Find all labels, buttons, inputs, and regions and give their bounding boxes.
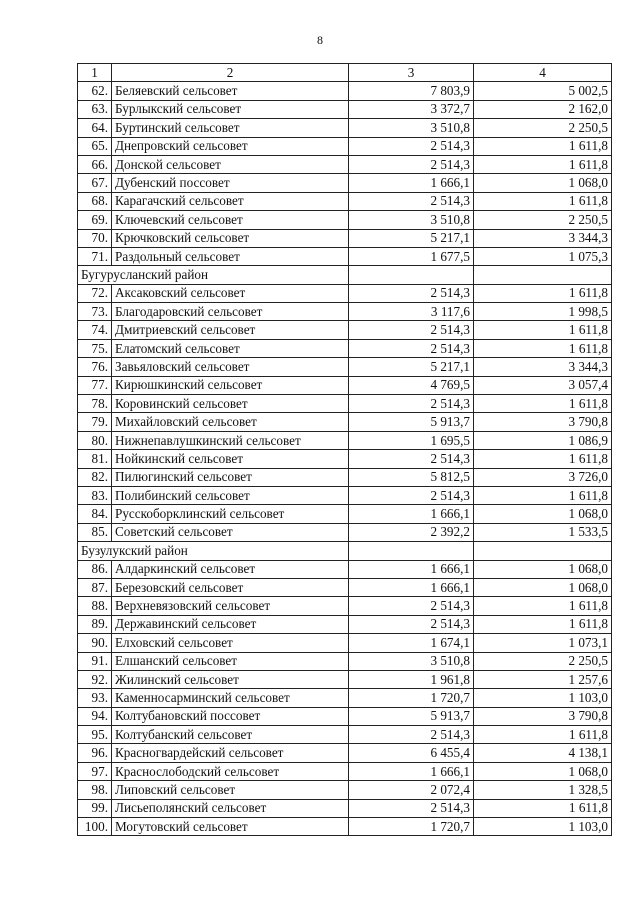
value-col4: 2 250,5 [474, 211, 612, 229]
value-col3: 6 455,4 [349, 744, 474, 762]
value-col3: 5 812,5 [349, 468, 474, 486]
section-title: Бузулукский район [78, 542, 349, 560]
settlement-name: Дубенский поссовет [112, 174, 349, 192]
row-number: 87. [78, 578, 112, 596]
settlement-name: Колтубановский поссовет [112, 707, 349, 725]
table-row [78, 744, 612, 762]
page-number: 8 [317, 33, 323, 47]
value-col3: 2 392,2 [349, 523, 474, 541]
settlement-name: Благодаровский сельсовет [112, 303, 349, 321]
empty-cell [349, 542, 474, 560]
value-col3: 2 514,3 [349, 137, 474, 155]
settlement-name: Раздольный сельсовет [112, 247, 349, 265]
value-col3: 1 677,5 [349, 247, 474, 265]
settlement-name: Кирюшкинский сельсовет [112, 376, 349, 394]
section-title: Бугурусланский район [78, 266, 349, 284]
table-row [78, 689, 612, 707]
row-number: 65. [78, 137, 112, 155]
table-row [78, 486, 612, 504]
table-row [78, 376, 612, 394]
value-col4: 1 611,8 [474, 155, 612, 173]
table-body [78, 64, 612, 836]
value-col3: 3 117,6 [349, 303, 474, 321]
value-col4: 1 611,8 [474, 321, 612, 339]
settlement-name: Михайловский сельсовет [112, 413, 349, 431]
value-col3: 2 514,3 [349, 284, 474, 302]
table-row [78, 781, 612, 799]
empty-cell [349, 266, 474, 284]
settlement-name: Липовский сельсовет [112, 781, 349, 799]
settlement-name: Каменносарминский сельсовет [112, 689, 349, 707]
table-row [78, 707, 612, 725]
value-col3: 2 514,3 [349, 395, 474, 413]
column-header-3: 3 [349, 64, 474, 82]
value-col4: 1 611,8 [474, 137, 612, 155]
table-row [78, 670, 612, 688]
table-row [78, 818, 612, 836]
settlement-name: Карагачский сельсовет [112, 192, 349, 210]
value-col4: 1 086,9 [474, 431, 612, 449]
value-col3: 2 514,3 [349, 597, 474, 615]
row-number: 63. [78, 100, 112, 118]
settlement-name: Лисьеполянский сельсовет [112, 799, 349, 817]
value-col4: 1 611,8 [474, 192, 612, 210]
value-col3: 2 514,3 [349, 321, 474, 339]
value-col4: 1 611,8 [474, 339, 612, 357]
row-number: 96. [78, 744, 112, 762]
value-col3: 5 217,1 [349, 358, 474, 376]
value-col4: 5 002,5 [474, 82, 612, 100]
row-number: 94. [78, 707, 112, 725]
row-number: 91. [78, 652, 112, 670]
row-number: 77. [78, 376, 112, 394]
value-col4: 1 068,0 [474, 174, 612, 192]
row-number: 69. [78, 211, 112, 229]
row-number: 71. [78, 247, 112, 265]
settlement-name: Краснослободский сельсовет [112, 762, 349, 780]
value-col3: 1 666,1 [349, 560, 474, 578]
settlement-name: Крючковский сельсовет [112, 229, 349, 247]
value-col3: 2 514,3 [349, 155, 474, 173]
settlement-name: Бурлыкский сельсовет [112, 100, 349, 118]
value-col4: 1 068,0 [474, 762, 612, 780]
empty-cell [474, 542, 612, 560]
row-number: 74. [78, 321, 112, 339]
value-col4: 3 726,0 [474, 468, 612, 486]
row-number: 79. [78, 413, 112, 431]
value-col4: 2 162,0 [474, 100, 612, 118]
header-row [78, 64, 612, 82]
settlement-name: Коровинский сельсовет [112, 395, 349, 413]
table-row [78, 615, 612, 633]
row-number: 73. [78, 303, 112, 321]
table-row [78, 762, 612, 780]
value-col3: 2 514,3 [349, 450, 474, 468]
row-number: 92. [78, 670, 112, 688]
value-col4: 4 138,1 [474, 744, 612, 762]
table-row [78, 303, 612, 321]
value-col4: 1 611,8 [474, 395, 612, 413]
table-row [78, 358, 612, 376]
settlement-name: Березовский сельсовет [112, 578, 349, 596]
table-row [78, 652, 612, 670]
settlement-name: Ключевский сельсовет [112, 211, 349, 229]
value-col4: 1 998,5 [474, 303, 612, 321]
value-col4: 1 068,0 [474, 578, 612, 596]
row-number: 98. [78, 781, 112, 799]
value-col3: 2 514,3 [349, 615, 474, 633]
value-col3: 2 514,3 [349, 339, 474, 357]
table-row [78, 560, 612, 578]
row-number: 95. [78, 726, 112, 744]
value-col4: 2 250,5 [474, 119, 612, 137]
value-col4: 2 250,5 [474, 652, 612, 670]
settlement-name: Донской сельсовет [112, 155, 349, 173]
value-col3: 1 720,7 [349, 689, 474, 707]
value-col4: 1 328,5 [474, 781, 612, 799]
value-col4: 1 611,8 [474, 284, 612, 302]
table-row [78, 155, 612, 173]
value-col4: 3 790,8 [474, 707, 612, 725]
table-row [78, 468, 612, 486]
value-col3: 1 666,1 [349, 578, 474, 596]
value-col3: 2 514,3 [349, 486, 474, 504]
value-col3: 1 695,5 [349, 431, 474, 449]
table-row [78, 450, 612, 468]
row-number: 67. [78, 174, 112, 192]
row-number: 93. [78, 689, 112, 707]
value-col4: 1 611,8 [474, 597, 612, 615]
table-row [78, 247, 612, 265]
value-col3: 1 961,8 [349, 670, 474, 688]
table-row [78, 211, 612, 229]
row-number: 80. [78, 431, 112, 449]
settlement-name: Русскоборклинский сельсовет [112, 505, 349, 523]
value-col4: 1 068,0 [474, 505, 612, 523]
settlement-name: Днепровский сельсовет [112, 137, 349, 155]
settlement-name: Пилюгинский сельсовет [112, 468, 349, 486]
value-col3: 3 510,8 [349, 119, 474, 137]
section-row [78, 266, 612, 284]
settlement-name: Могутовский сельсовет [112, 818, 349, 836]
row-number: 66. [78, 155, 112, 173]
table-row [78, 505, 612, 523]
row-number: 83. [78, 486, 112, 504]
value-col4: 1 611,8 [474, 799, 612, 817]
table-row [78, 634, 612, 652]
value-col3: 1 666,1 [349, 174, 474, 192]
table-row [78, 523, 612, 541]
value-col4: 3 057,4 [474, 376, 612, 394]
value-col3: 1 666,1 [349, 505, 474, 523]
table-row [78, 413, 612, 431]
value-col4: 1 611,8 [474, 726, 612, 744]
settlement-name: Нойкинский сельсовет [112, 450, 349, 468]
table-row [78, 339, 612, 357]
settlement-name: Алдаркинский сельсовет [112, 560, 349, 578]
row-number: 88. [78, 597, 112, 615]
value-col4: 3 790,8 [474, 413, 612, 431]
row-number: 81. [78, 450, 112, 468]
settlement-name: Елховский сельсовет [112, 634, 349, 652]
row-number: 72. [78, 284, 112, 302]
settlement-name: Елатомский сельсовет [112, 339, 349, 357]
value-col3: 2 072,4 [349, 781, 474, 799]
row-number: 99. [78, 799, 112, 817]
table-row [78, 137, 612, 155]
table-row [78, 321, 612, 339]
settlement-name: Красногвардейский сельсовет [112, 744, 349, 762]
row-number: 90. [78, 634, 112, 652]
settlement-name: Нижнепавлушкинский сельсовет [112, 431, 349, 449]
value-col4: 3 344,3 [474, 229, 612, 247]
table-row [78, 82, 612, 100]
table-row [78, 726, 612, 744]
settlement-name: Завьяловский сельсовет [112, 358, 349, 376]
value-col3: 2 514,3 [349, 192, 474, 210]
value-col4: 1 533,5 [474, 523, 612, 541]
value-col4: 1 103,0 [474, 689, 612, 707]
value-col3: 3 510,8 [349, 652, 474, 670]
row-number: 100. [78, 818, 112, 836]
settlement-name: Колтубанский сельсовет [112, 726, 349, 744]
settlement-name: Дмитриевский сельсовет [112, 321, 349, 339]
table-row [78, 431, 612, 449]
value-col4: 1 257,6 [474, 670, 612, 688]
row-number: 85. [78, 523, 112, 541]
value-col3: 2 514,3 [349, 799, 474, 817]
value-col4: 1 611,8 [474, 486, 612, 504]
settlement-name: Державинский сельсовет [112, 615, 349, 633]
settlement-name: Верхневязовский сельсовет [112, 597, 349, 615]
value-col4: 1 075,3 [474, 247, 612, 265]
column-header-1: 1 [78, 64, 112, 82]
row-number: 68. [78, 192, 112, 210]
table-row [78, 100, 612, 118]
value-col3: 1 666,1 [349, 762, 474, 780]
settlement-name: Аксаковский сельсовет [112, 284, 349, 302]
table-row [78, 395, 612, 413]
row-number: 70. [78, 229, 112, 247]
settlement-name: Буртинский сельсовет [112, 119, 349, 137]
value-col3: 1 720,7 [349, 818, 474, 836]
row-number: 89. [78, 615, 112, 633]
settlement-name: Беляевский сельсовет [112, 82, 349, 100]
row-number: 76. [78, 358, 112, 376]
row-number: 84. [78, 505, 112, 523]
settlement-name: Полибинский сельсовет [112, 486, 349, 504]
settlement-name: Советский сельсовет [112, 523, 349, 541]
table-row [78, 174, 612, 192]
value-col3: 5 913,7 [349, 707, 474, 725]
row-number: 75. [78, 339, 112, 357]
column-header-2: 2 [112, 64, 349, 82]
value-col4: 1 611,8 [474, 450, 612, 468]
column-header-4: 4 [474, 64, 612, 82]
row-number: 64. [78, 119, 112, 137]
table-row [78, 229, 612, 247]
row-number: 62. [78, 82, 112, 100]
value-col3: 2 514,3 [349, 726, 474, 744]
value-col3: 7 803,9 [349, 82, 474, 100]
table-row [78, 799, 612, 817]
settlement-name: Елшанский сельсовет [112, 652, 349, 670]
row-number: 78. [78, 395, 112, 413]
value-col4: 1 611,8 [474, 615, 612, 633]
data-table [77, 63, 612, 836]
row-number: 97. [78, 762, 112, 780]
row-number: 86. [78, 560, 112, 578]
value-col3: 5 913,7 [349, 413, 474, 431]
table-row [78, 597, 612, 615]
table-row [78, 192, 612, 210]
section-row [78, 542, 612, 560]
value-col4: 3 344,3 [474, 358, 612, 376]
empty-cell [474, 266, 612, 284]
row-number: 82. [78, 468, 112, 486]
value-col4: 1 073,1 [474, 634, 612, 652]
value-col3: 3 372,7 [349, 100, 474, 118]
value-col3: 3 510,8 [349, 211, 474, 229]
value-col4: 1 103,0 [474, 818, 612, 836]
settlement-name: Жилинский сельсовет [112, 670, 349, 688]
value-col4: 1 068,0 [474, 560, 612, 578]
value-col3: 1 674,1 [349, 634, 474, 652]
table-row [78, 284, 612, 302]
table-row [78, 119, 612, 137]
value-col3: 5 217,1 [349, 229, 474, 247]
value-col3: 4 769,5 [349, 376, 474, 394]
table-row [78, 578, 612, 596]
